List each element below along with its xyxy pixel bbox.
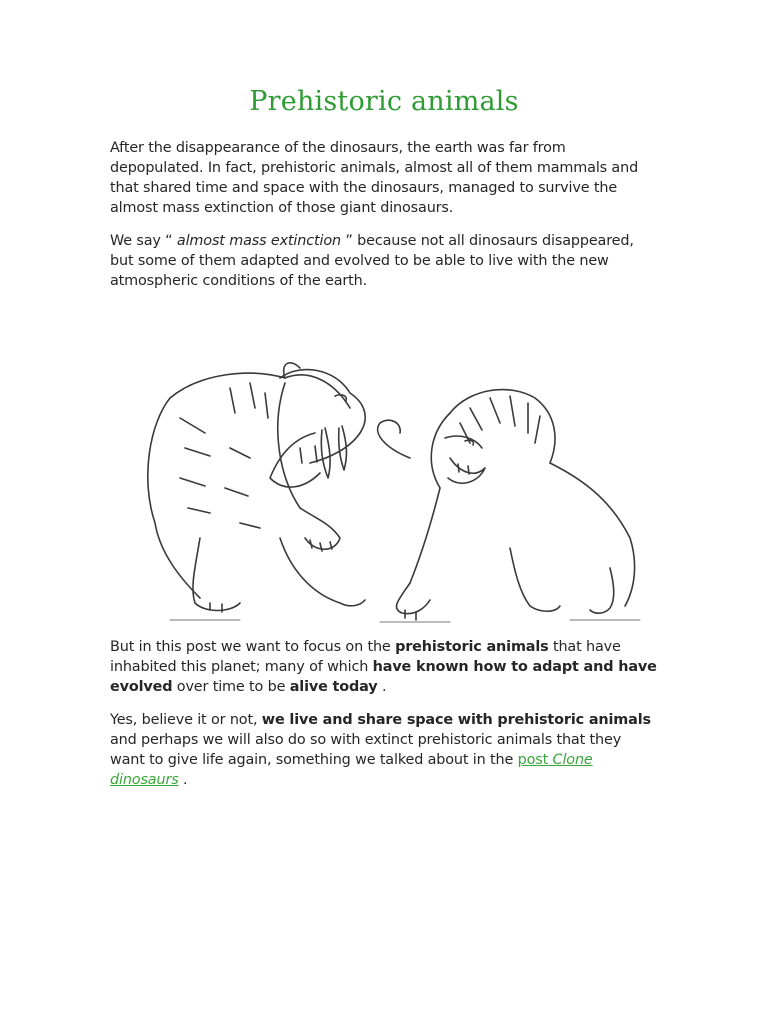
bold-prehistoric-animals: prehistoric animals	[395, 639, 549, 655]
paragraph-intro: After the disappearance of the dinosaurs, the earth was far from depopulated. In fact, prehistoric animals, almost all of them mammals and that shared time and space with the dinosaurs, managed to survive the almost mass extinction of those giant dinosaurs.	[110, 140, 639, 216]
bold-alive-today: alive today	[289, 679, 378, 695]
paragraph-share-part1: Yes, believe it or not,	[110, 712, 262, 728]
paragraph-extinction	[110, 231, 658, 291]
sabertooth-vs-lion-illustration	[110, 338, 658, 628]
paragraph-focus-part3: over time to be	[172, 679, 290, 695]
link-clone-dinosaurs-text: Clone dinosaurs	[110, 752, 593, 788]
paragraph-focus-part1: But in this post we want to focus on the	[110, 639, 396, 655]
paragraph-extinction-suffix: ” because not all dinosaurs disappeared, but some of them adapted and evolved to be able to live with the new atmospheric conditions of the earth.	[110, 233, 634, 289]
paragraph-focus	[110, 637, 658, 697]
bold-share-space: we live and share space with prehistoric animals	[261, 712, 651, 728]
sabertooth-vs-lion-sketch-icon	[110, 338, 658, 628]
paragraph-focus-part4: .	[377, 679, 387, 695]
lion-figure	[378, 390, 635, 620]
page-title: Prehistoric animals	[249, 86, 519, 117]
paragraph-share-part3: .	[178, 772, 188, 788]
ground-lines	[170, 620, 640, 622]
sabertooth-figure	[148, 363, 365, 612]
paragraph-extinction-prefix: We say “	[110, 233, 177, 249]
extinction-italic-phrase: almost mass extinction	[176, 233, 341, 249]
paragraph-share-space	[110, 710, 658, 790]
bold-adapt-evolved: have known how to adapt and have evolved	[110, 659, 657, 695]
link-post-word: post	[517, 752, 553, 768]
paragraph-focus-part2: that have inhabited this planet; many of which	[110, 639, 621, 675]
paragraph-share-part2: and perhaps we will also do so with extinct prehistoric animals that they want to give life again, something we talked about in the	[110, 732, 622, 768]
